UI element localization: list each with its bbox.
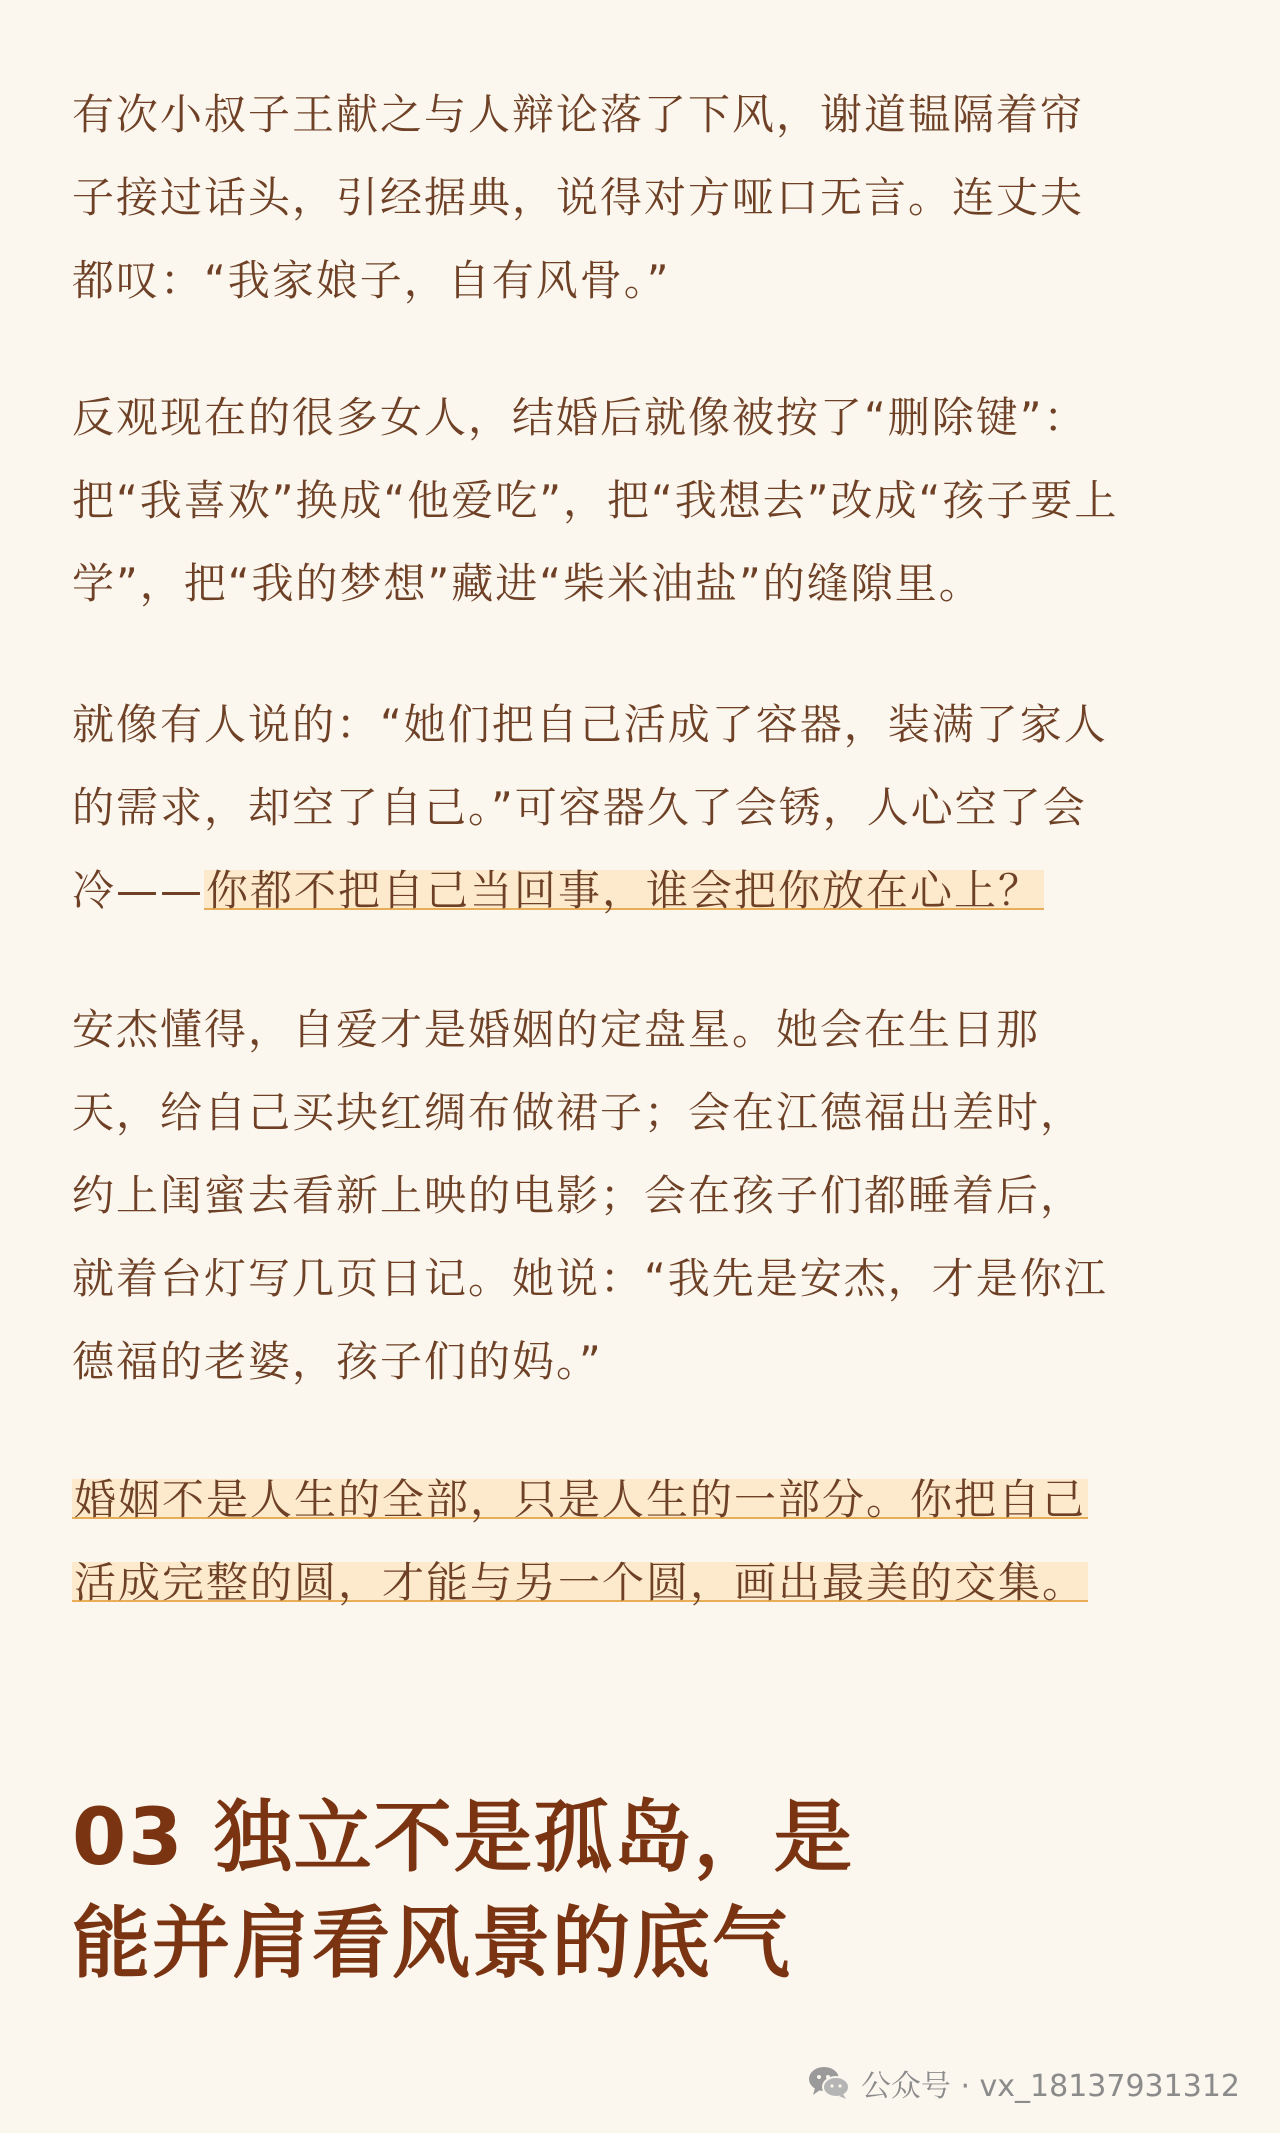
- paragraph-line: 天，给自己买块红绸布做裙子；会在江德福出差时，: [72, 1088, 1085, 1137]
- paragraph-line: 把“我喜欢”换成“他爱吃”，把“我想去”改成“孩子要上: [72, 476, 1119, 525]
- paragraph-line: 就着台灯写几页日记。她说：“我先是安杰，才是你江: [72, 1254, 1108, 1303]
- section-heading-line: 能并肩看风景的底气: [72, 1899, 793, 1989]
- paragraph-line: 就像有人说的：“她们把自己活成了容器，装满了家人: [72, 700, 1108, 749]
- highlighted-line: 活成完整的圆，才能与另一个圆，画出最美的交集。: [74, 1558, 1087, 1607]
- paragraph-line: 约上闺蜜去看新上映的电影；会在孩子们都睡着后，: [72, 1171, 1085, 1220]
- paragraph-line: 冷——: [72, 866, 205, 915]
- paragraph-line: 的需求，却空了自己。”可容器久了会锈，人心空了会: [72, 783, 1087, 832]
- highlighted-paragraph: [72, 1458, 1208, 1624]
- paragraph-line: 子接过话头，引经据典，说得对方哑口无言。连丈夫: [72, 173, 1085, 222]
- section-heading: [72, 1785, 1208, 1997]
- paragraph-line: 安杰懂得，自爱才是婚姻的定盘星。她会在生日那: [72, 1005, 1041, 1054]
- highlighted-line: 婚姻不是人生的全部，只是人生的一部分。你把自己: [74, 1475, 1087, 1524]
- paragraph-1: [72, 73, 1208, 322]
- wechat-icon: [807, 2065, 851, 2101]
- highlighted-quote: 你都不把自己当回事，谁会把你放在心上？: [206, 866, 1043, 915]
- paragraph-line: 德福的老婆，孩子们的妈。”: [72, 1337, 603, 1386]
- paragraph-line: 都叹：“我家娘子，自有风骨。”: [72, 256, 671, 305]
- watermark: [807, 2058, 1240, 2108]
- watermark-text: 公众号 · vx_18137931312: [860, 2069, 1240, 2104]
- paragraph-3: [72, 683, 1208, 932]
- paragraph-2: [72, 376, 1208, 625]
- paragraph-line: 有次小叔子王献之与人辩论落了下风，谢道韫隔着帘: [72, 90, 1085, 139]
- paragraph-4: [72, 988, 1208, 1403]
- paragraph-line: 学”，把“我的梦想”藏进“柴米油盐”的缝隙里。: [72, 559, 983, 608]
- paragraph-line: 反观现在的很多女人，结婚后就像被按了“删除键”：: [72, 393, 1088, 442]
- section-heading-line: 03 独立不是孤岛，是: [72, 1793, 854, 1883]
